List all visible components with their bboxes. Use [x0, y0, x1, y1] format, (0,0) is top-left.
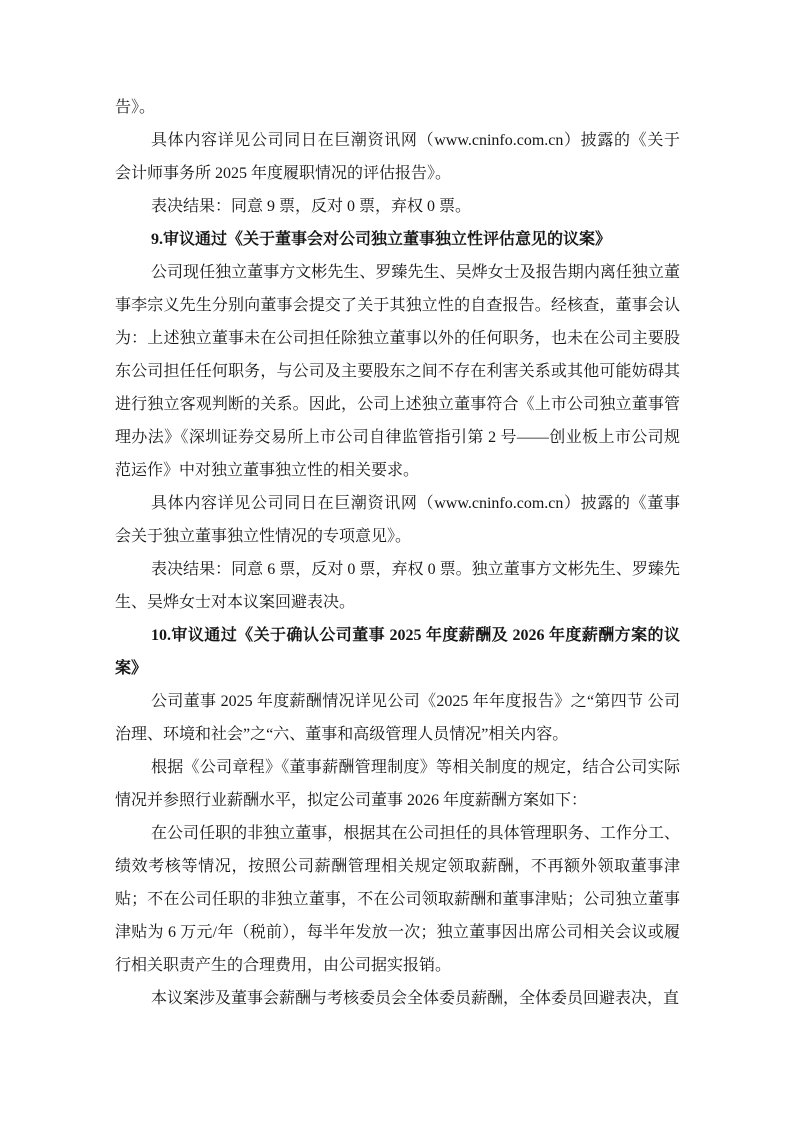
paragraph-disclosure-item8: 具体内容详见公司同日在巨潮资讯网（www.cninfo.com.cn）披露的《关于会计师事务所 2025 年度履职情况的评估报告》。	[115, 132, 680, 182]
section-10-heading: 10.审议通过《关于确认公司董事 2025 年度薪酬及 2026 年度薪酬方案的议案》	[115, 627, 680, 677]
document-body	[115, 91, 680, 1015]
paragraph-continuation: 告》。	[115, 99, 156, 116]
paragraph-vote-result-item9: 表决结果：同意 6 票，反对 0 票，弃权 0 票。独立董事方文彬先生、罗臻先生、吴烨女士对本议案回避表决。	[115, 561, 680, 611]
paragraph-disclosure-item9: 具体内容详见公司同日在巨潮资讯网（www.cninfo.com.cn）披露的《董事会关于独立董事独立性情况的专项意见》。	[115, 495, 680, 545]
paragraph-section10-salary-plan-intro: 根据《公司章程》《董事薪酬管理制度》等相关制度的规定，结合公司实际情况并参照行业薪酬水平，拟定公司董事 2026 年度薪酬方案如下：	[115, 759, 680, 809]
paragraph-section10-recusal: 本议案涉及董事会薪酬与考核委员会全体委员薪酬，全体委员回避表决，直	[151, 990, 680, 1007]
paragraph-section9-body: 公司现任独立董事方文彬先生、罗臻先生、吴烨女士及报告期内离任独立董事李宗义先生分别向董事会提交了关于其独立性的自查报告。经核查，董事会认为：上述独立董事未在公司担任除独立董事以外的任何职务，也未在公司主要股东公司担任任何职务，与公司及主要股东之间不存在利害关系或其他可能妨碍其进行独立客观判断的关系。因此，公司上述独立董事符合《上市公司独立董事管理办法》《深圳证券交易所上市公司自律监管指引第 2 号——创业板上市公司规范运作》中对独立董事独立性的相关要求。	[115, 264, 680, 479]
paragraph-section10-salary-plan-detail: 在公司任职的非独立董事，根据其在公司担任的具体管理职务、工作分工、绩效考核等情况，按照公司薪酬管理相关规定领取薪酬，不再额外领取董事津贴；不在公司任职的非独立董事，不在公司领取薪酬和董事津贴；公司独立董事津贴为 6 万元/年（税前），每半年发放一次；独立董事因出席公司相关会议或履行相关职责产生的合理费用，由公司据实报销。	[115, 825, 680, 974]
section-9-heading: 9.审议通过《关于董事会对公司独立董事独立性评估意见的议案》	[151, 231, 612, 248]
paragraph-section10-salary-2025: 公司董事 2025 年度薪酬情况详见公司《2025 年年度报告》之“第四节 公司治理、环境和社会”之“六、董事和高级管理人员情况”相关内容。	[115, 693, 680, 743]
paragraph-vote-result-item8: 表决结果：同意 9 票，反对 0 票，弃权 0 票。	[151, 198, 472, 215]
